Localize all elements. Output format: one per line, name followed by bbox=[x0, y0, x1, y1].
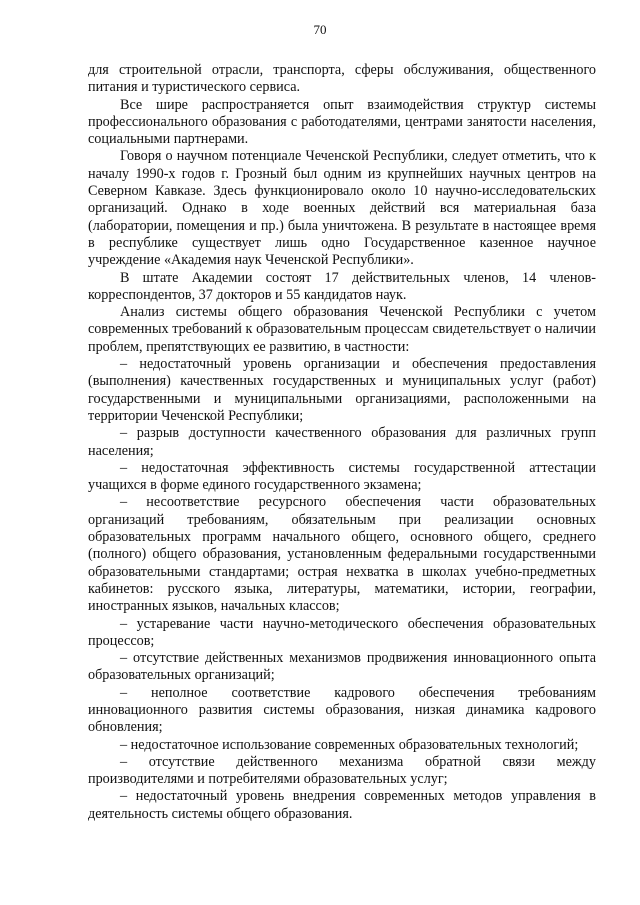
paragraph: Анализ системы общего образования Чеченской Республики с учетом современных требований к образовательным процессам свидетельствует о наличии проблем, препятствующих ее развитию, в частности: bbox=[88, 304, 596, 355]
paragraph: В штате Академии состоят 17 действительных членов, 14 членов-корреспондентов, 37 докторов и 55 кандидатов наук. bbox=[88, 269, 596, 303]
document-body bbox=[88, 62, 596, 823]
list-item: – отсутствие действенных механизмов продвижения инновационного опыта образовательных организаций; bbox=[88, 650, 596, 684]
list-item: – несоответствие ресурсного обеспечения части образовательных организаций требованиям, обязательным при реализации основных образовательных программ начального общего, основного общего, среднего (полного) общего образования, установленным федеральными государственными образовательными стандартами; острая нехватка в школах учебно-предметных кабинетов: русского языка, литературы, математики, истории, географии, иностранных языков, начальных классов; bbox=[88, 494, 596, 615]
paragraph: для строительной отрасли, транспорта, сферы обслуживания, общественного питания и туристического сервиса. bbox=[88, 62, 596, 96]
paragraph: Говоря о научном потенциале Чеченской Республики, следует отметить, что к началу 1990-х годов г. Грозный был одним из крупнейших научных центров на Северном Кавказе. Здесь функционировало около 10 научно-исследовательских организаций. Однако в ходе военных действий вся материальная база (лаборатории, помещения и пр.) была уничтожена. В результате в настоящее время в республике существует лишь одно Государственное казенное научное учреждение «Академия наук Чеченской Республики». bbox=[88, 148, 596, 269]
list-item: – разрыв доступности качественного образования для различных групп населения; bbox=[88, 425, 596, 459]
list-item: – отсутствие действенного механизма обратной связи между производителями и потребителями образовательных услуг; bbox=[88, 753, 596, 788]
paragraph: Все шире распространяется опыт взаимодействия структур системы профессионального образования с работодателями, центрами занятости населения, социальными партнерами. bbox=[88, 96, 596, 148]
list-item: – недостаточное использование современных образовательных технологий; bbox=[120, 736, 579, 753]
list-item: – недостаточная эффективность системы государственной аттестации учащихся в форме единого государственного экзамена; bbox=[88, 459, 596, 494]
list-item: – неполное соответствие кадрового обеспечения требованиям инновационного развития системы образования, низкая динамика кадрового обновления; bbox=[88, 684, 596, 736]
list-item: – устаревание части научно-методического обеспечения образовательных процессов; bbox=[88, 615, 596, 649]
list-item: – недостаточный уровень организации и обеспечения предоставления (выполнения) качественных государственных и муниципальных услуг (работ) государственными и муниципальными организациями, расположенными на территории Чеченской Республики; bbox=[88, 356, 596, 424]
page-number: 70 bbox=[313, 22, 327, 37]
list-item: – недостаточный уровень внедрения современных методов управления в деятельность системы общего образования. bbox=[88, 788, 596, 822]
